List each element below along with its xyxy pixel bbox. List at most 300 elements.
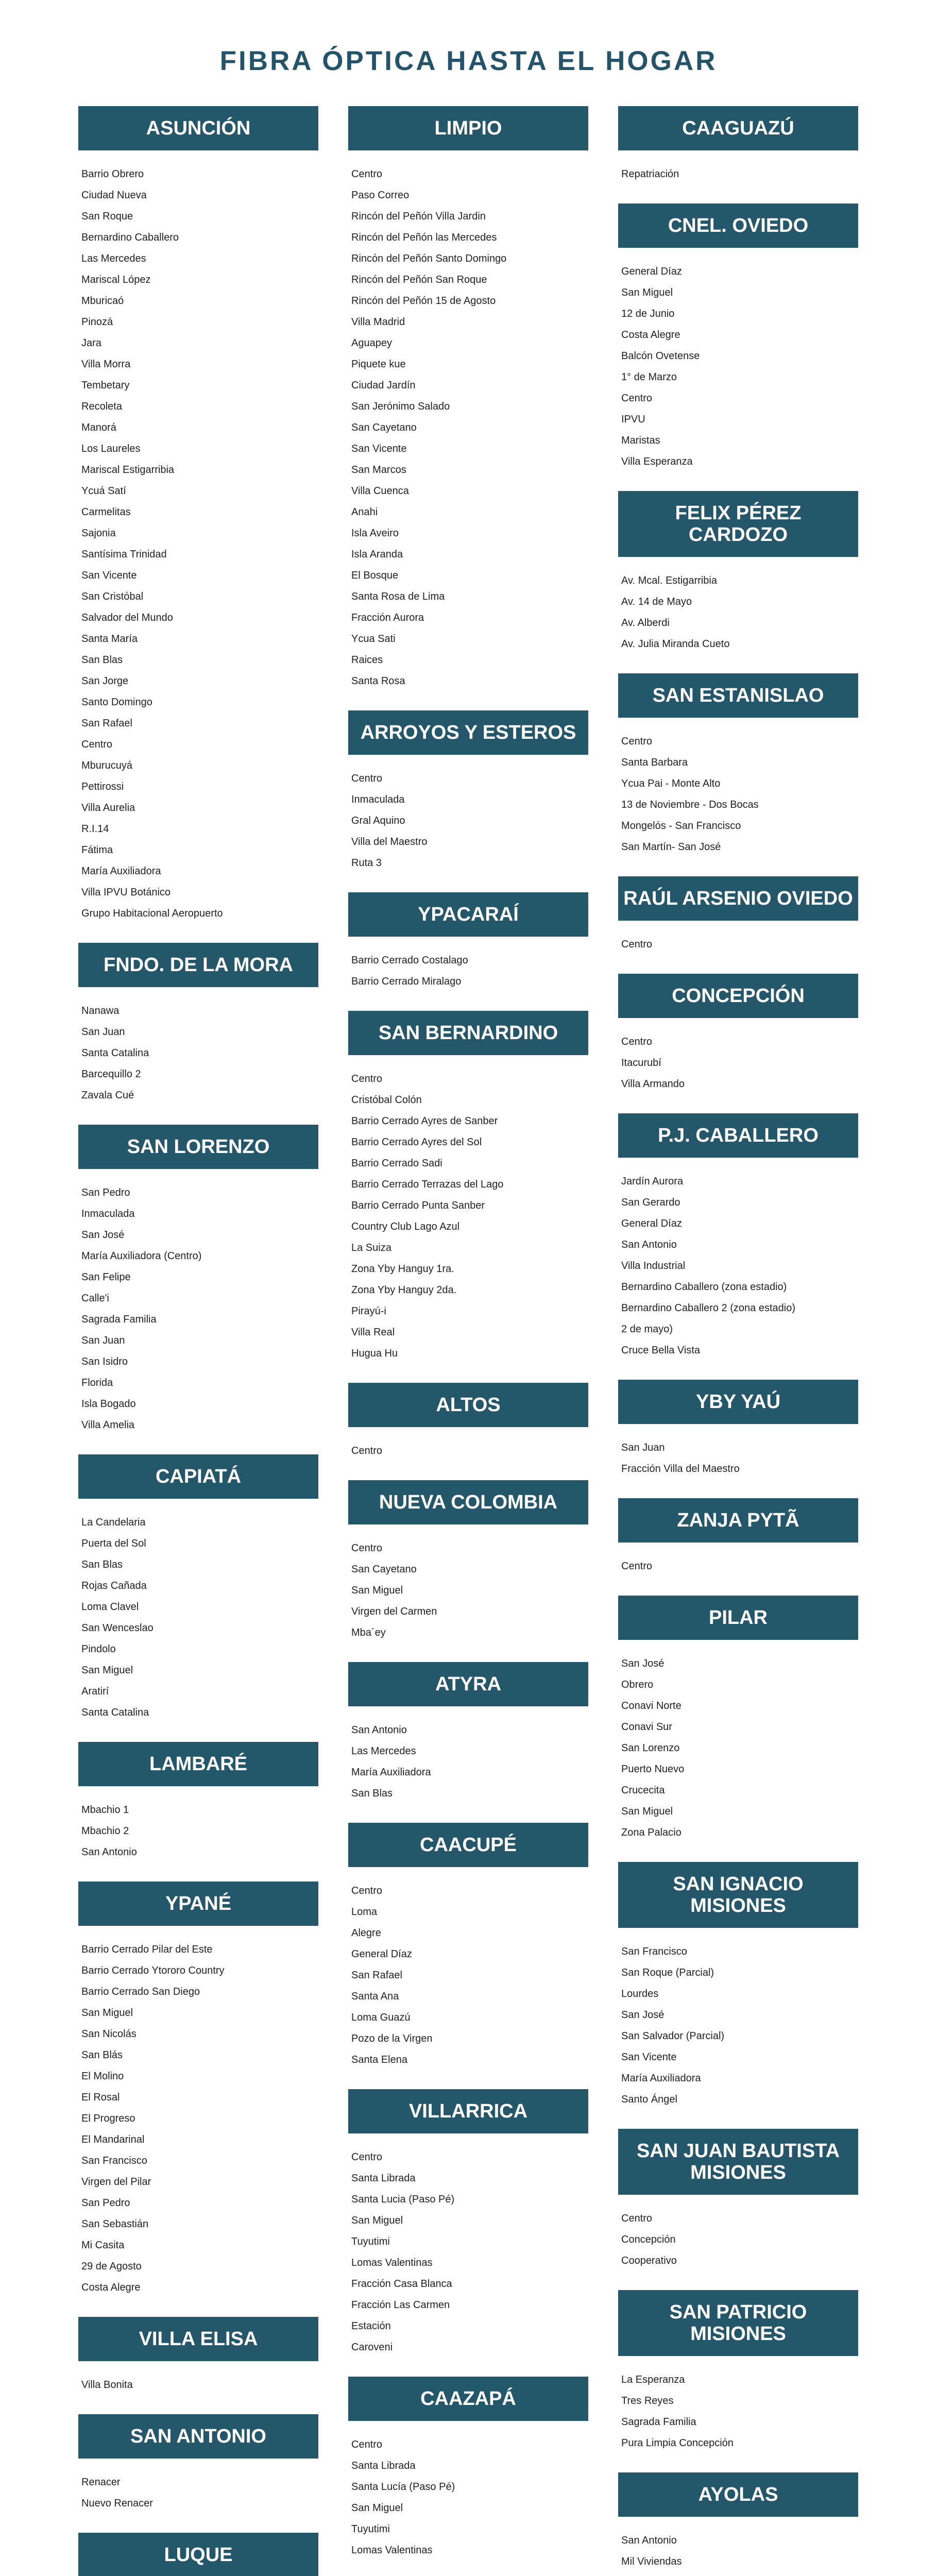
neighborhood-item: Mbachio 1 xyxy=(81,1804,129,1816)
neighborhood-item: Pindolo xyxy=(81,1643,116,1655)
neighborhood-item: Pirayú-i xyxy=(351,1306,386,1317)
neighborhood-item: Isla Aranda xyxy=(351,549,403,560)
city-section xyxy=(348,1011,588,1364)
neighborhood-item: San Francisco xyxy=(81,2155,147,2166)
neighborhood-item: El Molino xyxy=(81,2071,124,2082)
neighborhood-list xyxy=(78,1182,318,1436)
neighborhood-item: Nuevo Renacer xyxy=(81,2498,153,2509)
neighborhood-item: Anahi xyxy=(351,506,378,518)
neighborhood-item: Grupo Habitacional Aeropuerto xyxy=(81,908,223,919)
neighborhood-item: Santa Lucía (Paso Pé) xyxy=(351,2481,455,2493)
city-section xyxy=(618,1596,858,1843)
neighborhood-list xyxy=(348,2147,588,2358)
neighborhood-item: Ciudad Nueva xyxy=(81,190,147,201)
neighborhood-item: San Blás xyxy=(81,2049,123,2061)
neighborhood-item: San Marcos xyxy=(351,464,406,476)
neighborhood-item: Centro xyxy=(621,736,653,747)
neighborhood-item: Av. Alberdi xyxy=(621,617,670,629)
neighborhood-item: Ycua Sati xyxy=(351,633,396,645)
neighborhood-item: Los Laureles xyxy=(81,443,141,454)
neighborhood-list xyxy=(618,570,858,655)
city-header: SAN LORENZO xyxy=(78,1125,318,1169)
neighborhood-item: San Cayetano xyxy=(351,422,417,433)
neighborhood-item: Inmaculada xyxy=(351,794,405,805)
column-3 xyxy=(618,106,858,2576)
neighborhood-item: El Rosal xyxy=(81,2092,120,2103)
neighborhood-item: Santa Ana xyxy=(351,1991,399,2002)
city-section xyxy=(78,2533,318,2576)
city-section xyxy=(618,204,858,472)
neighborhood-item: San Miguel xyxy=(621,1806,673,1817)
neighborhood-item: Barrio Cerrado Punta Sanber xyxy=(351,1200,485,1211)
city-section xyxy=(78,106,318,924)
neighborhood-item: Conavi Sur xyxy=(621,1721,672,1733)
neighborhood-item: Mburicaó xyxy=(81,295,124,307)
city-section xyxy=(348,1480,588,1643)
city-header: VILLARRICA xyxy=(348,2089,588,2133)
neighborhood-item: Nanawa xyxy=(81,1005,120,1016)
neighborhood-item: Villa Esperanza xyxy=(621,456,693,467)
neighborhood-item: Centro xyxy=(621,1036,653,1047)
city-section xyxy=(78,2414,318,2514)
city-header: CAACUPÉ xyxy=(348,1823,588,1867)
neighborhood-item: Av. Julia Miranda Cueto xyxy=(621,638,730,650)
neighborhood-item: Fátima xyxy=(81,844,113,856)
neighborhood-item: Barrio Cerrado Costalago xyxy=(351,955,468,966)
neighborhood-item: San Jorge xyxy=(81,675,129,687)
neighborhood-item: San Vicente xyxy=(351,443,407,454)
neighborhood-item: San Blas xyxy=(351,1788,393,1799)
neighborhood-item: San José xyxy=(621,1658,665,1669)
neighborhood-item: Tres Reyes xyxy=(621,2395,674,2406)
city-section xyxy=(348,2089,588,2358)
neighborhood-item: Centro xyxy=(351,1543,383,1554)
neighborhood-item: Villa Bonita xyxy=(81,2379,133,2391)
city-header: YPANÉ xyxy=(78,1882,318,1926)
neighborhood-item: Estación xyxy=(351,2320,391,2332)
neighborhood-item: La Suiza xyxy=(351,1242,391,1253)
city-header: PILAR xyxy=(618,1596,858,1640)
neighborhood-item: General Díaz xyxy=(351,1948,412,1960)
neighborhood-list xyxy=(618,2530,858,2576)
neighborhood-item: El Mandarinal xyxy=(81,2134,145,2145)
city-section xyxy=(618,106,858,185)
neighborhood-item: Tuyutimi xyxy=(351,2236,390,2247)
neighborhood-item: Mburucuyá xyxy=(81,760,132,771)
neighborhood-item: Manorá xyxy=(81,422,116,433)
neighborhood-item: Puerta del Sol xyxy=(81,1538,146,1549)
neighborhood-item: Centro xyxy=(621,939,653,950)
city-header: YPACARAÍ xyxy=(348,892,588,937)
city-header: SAN PATRICIO MISIONES xyxy=(618,2290,858,2356)
neighborhood-item: La Candelaria xyxy=(81,1517,146,1528)
neighborhood-item: San Juan xyxy=(81,1026,125,1038)
neighborhood-item: Villa del Maestro xyxy=(351,836,428,848)
neighborhood-item: San Felipe xyxy=(81,1272,131,1283)
neighborhood-item: Inmaculada xyxy=(81,1208,135,1219)
neighborhood-list xyxy=(618,164,858,185)
neighborhood-item: San Miguel xyxy=(81,1665,133,1676)
neighborhood-item: San Juan xyxy=(621,1442,665,1453)
neighborhood-item: San Martín- San José xyxy=(621,841,721,853)
city-header: NUEVA COLOMBIA xyxy=(348,1480,588,1524)
neighborhood-list xyxy=(78,164,318,924)
city-section xyxy=(348,1662,588,1804)
neighborhood-item: Centro xyxy=(81,739,113,750)
neighborhood-item: Villa Aurelia xyxy=(81,802,135,814)
neighborhood-item: Isla Bogado xyxy=(81,1398,136,1410)
neighborhood-item: Piquete kue xyxy=(351,359,406,370)
neighborhood-item: Bernardino Caballero 2 (zona estadio) xyxy=(621,1302,795,1314)
neighborhood-list xyxy=(618,2208,858,2272)
city-section xyxy=(78,1125,318,1436)
neighborhood-item: Villa Cuenca xyxy=(351,485,409,497)
city-header: YBY YAÚ xyxy=(618,1380,858,1424)
neighborhood-list xyxy=(348,1538,588,1643)
city-section xyxy=(618,1113,858,1361)
neighborhood-item: Villa Morra xyxy=(81,359,131,370)
neighborhood-item: Recoleta xyxy=(81,401,122,412)
neighborhood-item: Mongelós - San Francisco xyxy=(621,820,741,832)
city-header: CAAGUAZÚ xyxy=(618,106,858,150)
neighborhood-item: Rojas Cañada xyxy=(81,1580,147,1591)
neighborhood-item: Tuyutimi xyxy=(351,2523,390,2535)
neighborhood-item: Barrio Obrero xyxy=(81,168,144,180)
neighborhood-item: R.I.14 xyxy=(81,823,109,835)
neighborhood-item: Las Mercedes xyxy=(81,253,146,264)
neighborhood-item: Conavi Norte xyxy=(621,1700,682,1711)
neighborhood-item: 1° de Marzo xyxy=(621,371,677,383)
neighborhood-item: Barrio Cerrado Ayres de Sanber xyxy=(351,1115,498,1127)
neighborhood-item: Centro xyxy=(621,393,653,404)
neighborhood-item: Loma Guazú xyxy=(351,2012,411,2023)
neighborhood-item: Centro xyxy=(351,773,383,784)
neighborhood-item: San Gerardo xyxy=(621,1197,680,1208)
city-header: ARROYOS Y ESTEROS xyxy=(348,710,588,755)
neighborhood-item: San Nicolás xyxy=(81,2028,137,2040)
neighborhood-item: San José xyxy=(81,1229,125,1241)
city-header: FELIX PÉREZ CARDOZO xyxy=(618,491,858,557)
neighborhood-item: San Roque (Parcial) xyxy=(621,1967,714,1978)
neighborhood-item: Santa Catalina xyxy=(81,1707,149,1718)
neighborhood-item: San Miguel xyxy=(351,1585,403,1596)
neighborhood-item: Villa Real xyxy=(351,1327,395,1338)
neighborhood-item: Maristas xyxy=(621,435,660,446)
neighborhood-item: San Miguel xyxy=(621,287,673,298)
neighborhood-item: Tembetary xyxy=(81,380,130,391)
neighborhood-item: San Cristóbal xyxy=(81,591,144,602)
neighborhood-item: Calle'i xyxy=(81,1293,109,1304)
neighborhood-item: Av. Mcal. Estigarribia xyxy=(621,575,717,586)
neighborhood-list xyxy=(618,1437,858,1480)
neighborhood-list xyxy=(618,731,858,858)
neighborhood-item: Alegre xyxy=(351,1927,381,1939)
neighborhood-item: Sajonia xyxy=(81,528,116,539)
neighborhood-item: 29 de Agosto xyxy=(81,2261,142,2272)
neighborhood-list xyxy=(618,261,858,472)
neighborhood-item: San Cayetano xyxy=(351,1564,417,1575)
neighborhood-item: Aratirí xyxy=(81,1686,109,1697)
neighborhood-item: Bernardino Caballero (zona estadio) xyxy=(621,1281,787,1293)
neighborhood-item: Mariscal López xyxy=(81,274,151,285)
neighborhood-item: San Jerónimo Salado xyxy=(351,401,450,412)
city-section xyxy=(78,1882,318,2298)
neighborhood-item: Santa Barbara xyxy=(621,757,688,768)
neighborhood-item: Costa Alegre xyxy=(81,2282,141,2293)
neighborhood-item: Villa Armando xyxy=(621,1078,685,1090)
neighborhood-item: Santa María xyxy=(81,633,138,645)
neighborhood-item: Jardín Aurora xyxy=(621,1176,684,1187)
neighborhood-item: San Pedro xyxy=(81,1187,130,1198)
neighborhood-item: San Sebastián xyxy=(81,2218,149,2230)
city-header: FNDO. DE LA MORA xyxy=(78,943,318,987)
city-header: CONCEPCIÓN xyxy=(618,974,858,1018)
neighborhood-item: Lourdes xyxy=(621,1988,659,1999)
city-section xyxy=(348,2377,588,2561)
neighborhood-item: Santa Lucia (Paso Pé) xyxy=(351,2194,455,2205)
neighborhood-item: General Díaz xyxy=(621,1218,682,1229)
column-2 xyxy=(348,106,588,2576)
neighborhood-item: Santa Catalina xyxy=(81,1047,149,1059)
neighborhood-item: Zona Palacio xyxy=(621,1827,682,1838)
neighborhood-item: Villa Amelia xyxy=(81,1419,135,1431)
neighborhood-list xyxy=(348,1880,588,2071)
neighborhood-item: Rincón del Peñón 15 de Agosto xyxy=(351,295,496,307)
neighborhood-item: Obrero xyxy=(621,1679,654,1690)
neighborhood-item: Pinozá xyxy=(81,316,113,328)
neighborhood-item: Barrio Cerrado Ytororo Country xyxy=(81,1965,225,1976)
city-section xyxy=(618,876,858,955)
neighborhood-item: Zona Yby Hanguy 1ra. xyxy=(351,1263,454,1275)
city-section xyxy=(618,1498,858,1577)
neighborhood-item: Centro xyxy=(351,1885,383,1896)
city-section xyxy=(618,491,858,655)
city-header: ALTOS xyxy=(348,1383,588,1427)
neighborhood-item: Loma Clavel xyxy=(81,1601,139,1613)
neighborhood-item: Costa Alegre xyxy=(621,329,680,341)
city-header: SAN BERNARDINO xyxy=(348,1011,588,1055)
neighborhood-item: Raices xyxy=(351,654,383,666)
city-header: CAAZAPÁ xyxy=(348,2377,588,2421)
neighborhood-item: San Wenceslao xyxy=(81,1622,154,1634)
neighborhood-item: Centro xyxy=(621,2213,653,2224)
neighborhood-item: Barrio Cerrado Miralago xyxy=(351,976,462,987)
neighborhood-item: San Pedro xyxy=(81,2197,130,2209)
neighborhood-item: Pura Limpia Concepción xyxy=(621,2437,734,2449)
neighborhood-item: Zavala Cué xyxy=(81,1090,134,1101)
city-section xyxy=(618,974,858,1095)
city-header: CNEL. OVIEDO xyxy=(618,204,858,248)
neighborhood-item: Barrio Cerrado Pilar del Este xyxy=(81,1944,213,1955)
neighborhood-item: San Francisco xyxy=(621,1946,687,1957)
neighborhood-item: Jara xyxy=(81,337,101,349)
neighborhood-list xyxy=(348,950,588,992)
neighborhood-item: San Antonio xyxy=(351,1724,407,1736)
neighborhood-list xyxy=(618,2369,858,2454)
neighborhood-item: Santa Librada xyxy=(351,2460,416,2471)
neighborhood-item: Fracción Las Carmen xyxy=(351,2299,450,2311)
neighborhood-item: Barcequillo 2 xyxy=(81,1069,141,1080)
neighborhood-list xyxy=(78,2472,318,2514)
city-header: SAN IGNACIO MISIONES xyxy=(618,1862,858,1928)
neighborhood-item: Santa Librada xyxy=(351,2173,416,2184)
neighborhood-item: Pozo de la Virgen xyxy=(351,2033,433,2044)
neighborhood-item: Cristóbal Colón xyxy=(351,1094,422,1106)
neighborhood-item: Santa Rosa xyxy=(351,675,405,687)
neighborhood-item: María Auxiliadora (Centro) xyxy=(81,1250,202,1262)
neighborhood-item: Centro xyxy=(621,1561,653,1572)
city-header: VILLA ELISA xyxy=(78,2317,318,2361)
neighborhood-item: Av. 14 de Mayo xyxy=(621,596,692,607)
neighborhood-item: Itacurubí xyxy=(621,1057,661,1069)
neighborhood-item: Centro xyxy=(351,168,383,180)
neighborhood-item: San Lorenzo xyxy=(621,1742,680,1754)
neighborhood-item xyxy=(621,2572,858,2576)
neighborhood-item: Pettirossi xyxy=(81,781,124,792)
neighborhood-item: San Vicente xyxy=(81,570,137,581)
neighborhood-item: Country Club Lago Azul xyxy=(351,1221,460,1232)
neighborhood-item: San Rafael xyxy=(81,718,132,729)
neighborhood-item: Zona Yby Hanguy 2da. xyxy=(351,1284,457,1296)
neighborhood-item: Repatriación xyxy=(621,168,679,180)
neighborhood-list xyxy=(78,1800,318,1863)
neighborhood-item: Ycua Pai - Monte Alto xyxy=(621,778,721,789)
city-header: CAPIATÁ xyxy=(78,1454,318,1499)
city-section xyxy=(618,2290,858,2454)
neighborhood-item: San Antonio xyxy=(621,2535,677,2546)
neighborhood-item: Santa Rosa de Lima xyxy=(351,591,445,602)
neighborhood-item: San Juan xyxy=(81,1335,125,1346)
neighborhood-item: San Blas xyxy=(81,654,123,666)
neighborhood-item: Mi Casita xyxy=(81,2240,125,2251)
neighborhood-item: Santo Domingo xyxy=(81,697,152,708)
neighborhood-item: Renacer xyxy=(81,2477,121,2488)
city-section xyxy=(348,892,588,992)
neighborhood-item: Isla Aveiro xyxy=(351,528,399,539)
neighborhood-item: Centro xyxy=(351,1073,383,1084)
neighborhood-item: Concepción xyxy=(621,2234,676,2245)
neighborhood-item: Villa Madrid xyxy=(351,316,405,328)
neighborhood-list xyxy=(618,1171,858,1361)
city-header: AYOLAS xyxy=(618,2472,858,2517)
neighborhood-item: Aguapey xyxy=(351,337,392,349)
neighborhood-item: San Antonio xyxy=(81,1846,137,1858)
city-header: SAN ESTANISLAO xyxy=(618,673,858,718)
city-header: ATYRA xyxy=(348,1662,588,1706)
city-section xyxy=(618,1862,858,2110)
neighborhood-item: San Antonio xyxy=(621,1239,677,1250)
neighborhood-item: Mba´ey xyxy=(351,1627,386,1638)
city-header: RAÚL ARSENIO OVIEDO xyxy=(618,876,858,921)
neighborhood-item: Las Mercedes xyxy=(351,1745,416,1757)
city-section xyxy=(348,1383,588,1462)
neighborhood-item: San Roque xyxy=(81,211,133,222)
city-section xyxy=(78,1454,318,1723)
neighborhood-item: Ruta 3 xyxy=(351,857,382,869)
neighborhood-item: Ycuá Satí xyxy=(81,485,126,497)
city-section xyxy=(348,106,588,692)
city-section xyxy=(618,2472,858,2576)
neighborhood-item: San Salvador (Parcial) xyxy=(621,2030,725,2042)
neighborhood-item: San Rafael xyxy=(351,1970,402,1981)
neighborhood-list xyxy=(618,1031,858,1095)
city-section xyxy=(78,2317,318,2396)
neighborhood-item: Ciudad Jardín xyxy=(351,380,416,391)
city-section xyxy=(618,2129,858,2272)
neighborhood-item: Fracción Aurora xyxy=(351,612,424,623)
neighborhood-item: María Auxiliadora xyxy=(351,1767,431,1778)
neighborhood-list xyxy=(348,1069,588,1364)
neighborhood-list xyxy=(348,1440,588,1462)
city-section xyxy=(618,673,858,858)
neighborhood-item: Puerto Nuevo xyxy=(621,1764,685,1775)
neighborhood-list xyxy=(78,2375,318,2396)
neighborhood-item: Fracción Casa Blanca xyxy=(351,2278,452,2290)
neighborhood-list xyxy=(618,1941,858,2110)
neighborhood-item: Cooperativo xyxy=(621,2255,677,2266)
neighborhood-item: Rincón del Peñón San Roque xyxy=(351,274,487,285)
neighborhood-item: Villa Industrial xyxy=(621,1260,686,1272)
neighborhood-item: 12 de Junio xyxy=(621,308,675,319)
neighborhood-item: Rincón del Peñón Santo Domingo xyxy=(351,253,507,264)
neighborhood-item: Sagrada Familia xyxy=(81,1314,157,1325)
neighborhood-item: Florida xyxy=(81,1377,113,1388)
city-section xyxy=(78,1742,318,1863)
city-section xyxy=(348,1823,588,2071)
city-header: LIMPIO xyxy=(348,106,588,150)
neighborhood-item: Santa Elena xyxy=(351,2054,407,2065)
neighborhood-item: Salvador del Mundo xyxy=(81,612,173,623)
neighborhood-item: Virgen del Pilar xyxy=(81,2176,151,2188)
neighborhood-item: San Miguel xyxy=(351,2502,403,2514)
neighborhood-list xyxy=(348,1720,588,1804)
column-1 xyxy=(78,106,318,2576)
neighborhood-item: Fracción Villa del Maestro xyxy=(621,1463,740,1475)
neighborhood-item: Crucecita xyxy=(621,1785,665,1796)
neighborhood-item: Caroveni xyxy=(351,2342,393,2353)
neighborhood-item: Centro xyxy=(351,2151,383,2163)
neighborhood-item: San Blas xyxy=(81,1559,123,1570)
neighborhood-list xyxy=(348,2434,588,2561)
neighborhood-list xyxy=(348,164,588,692)
neighborhood-item: Centro xyxy=(351,1445,383,1456)
neighborhood-list xyxy=(78,1001,318,1106)
neighborhood-item: Sagrada Familia xyxy=(621,2416,696,2428)
neighborhood-item: Mariscal Estigarribia xyxy=(81,464,175,476)
city-section xyxy=(348,710,588,874)
neighborhood-item: La Esperanza xyxy=(621,2374,685,2385)
neighborhood-item: Lomas Valentinas xyxy=(351,2545,433,2556)
neighborhood-list xyxy=(618,1653,858,1843)
neighborhood-item: Santo Ángel xyxy=(621,2094,677,2105)
city-header: SAN ANTONIO xyxy=(78,2414,318,2459)
city-section xyxy=(78,943,318,1106)
neighborhood-item: Bernardino Caballero xyxy=(81,232,179,243)
neighborhood-item: IPVU xyxy=(621,414,645,425)
neighborhood-item: Gral Aquino xyxy=(351,815,405,826)
neighborhood-item: Mbachio 2 xyxy=(81,1825,129,1837)
city-header: ZANJA PYTÃ xyxy=(618,1498,858,1543)
neighborhood-item: Carmelitas xyxy=(81,506,131,518)
neighborhood-item: Barrio Cerrado San Diego xyxy=(81,1986,200,1997)
city-header: LUQUE xyxy=(78,2533,318,2576)
neighborhood-item: Centro xyxy=(351,2439,383,2450)
neighborhood-item: Rincón del Peñón las Mercedes xyxy=(351,232,497,243)
city-header: SAN JUAN BAUTISTA MISIONES xyxy=(618,2129,858,2195)
neighborhood-item: Santísima Trinidad xyxy=(81,549,167,560)
city-header: P.J. CABALLERO xyxy=(618,1113,858,1158)
neighborhood-item: María Auxiliadora xyxy=(621,2073,701,2084)
